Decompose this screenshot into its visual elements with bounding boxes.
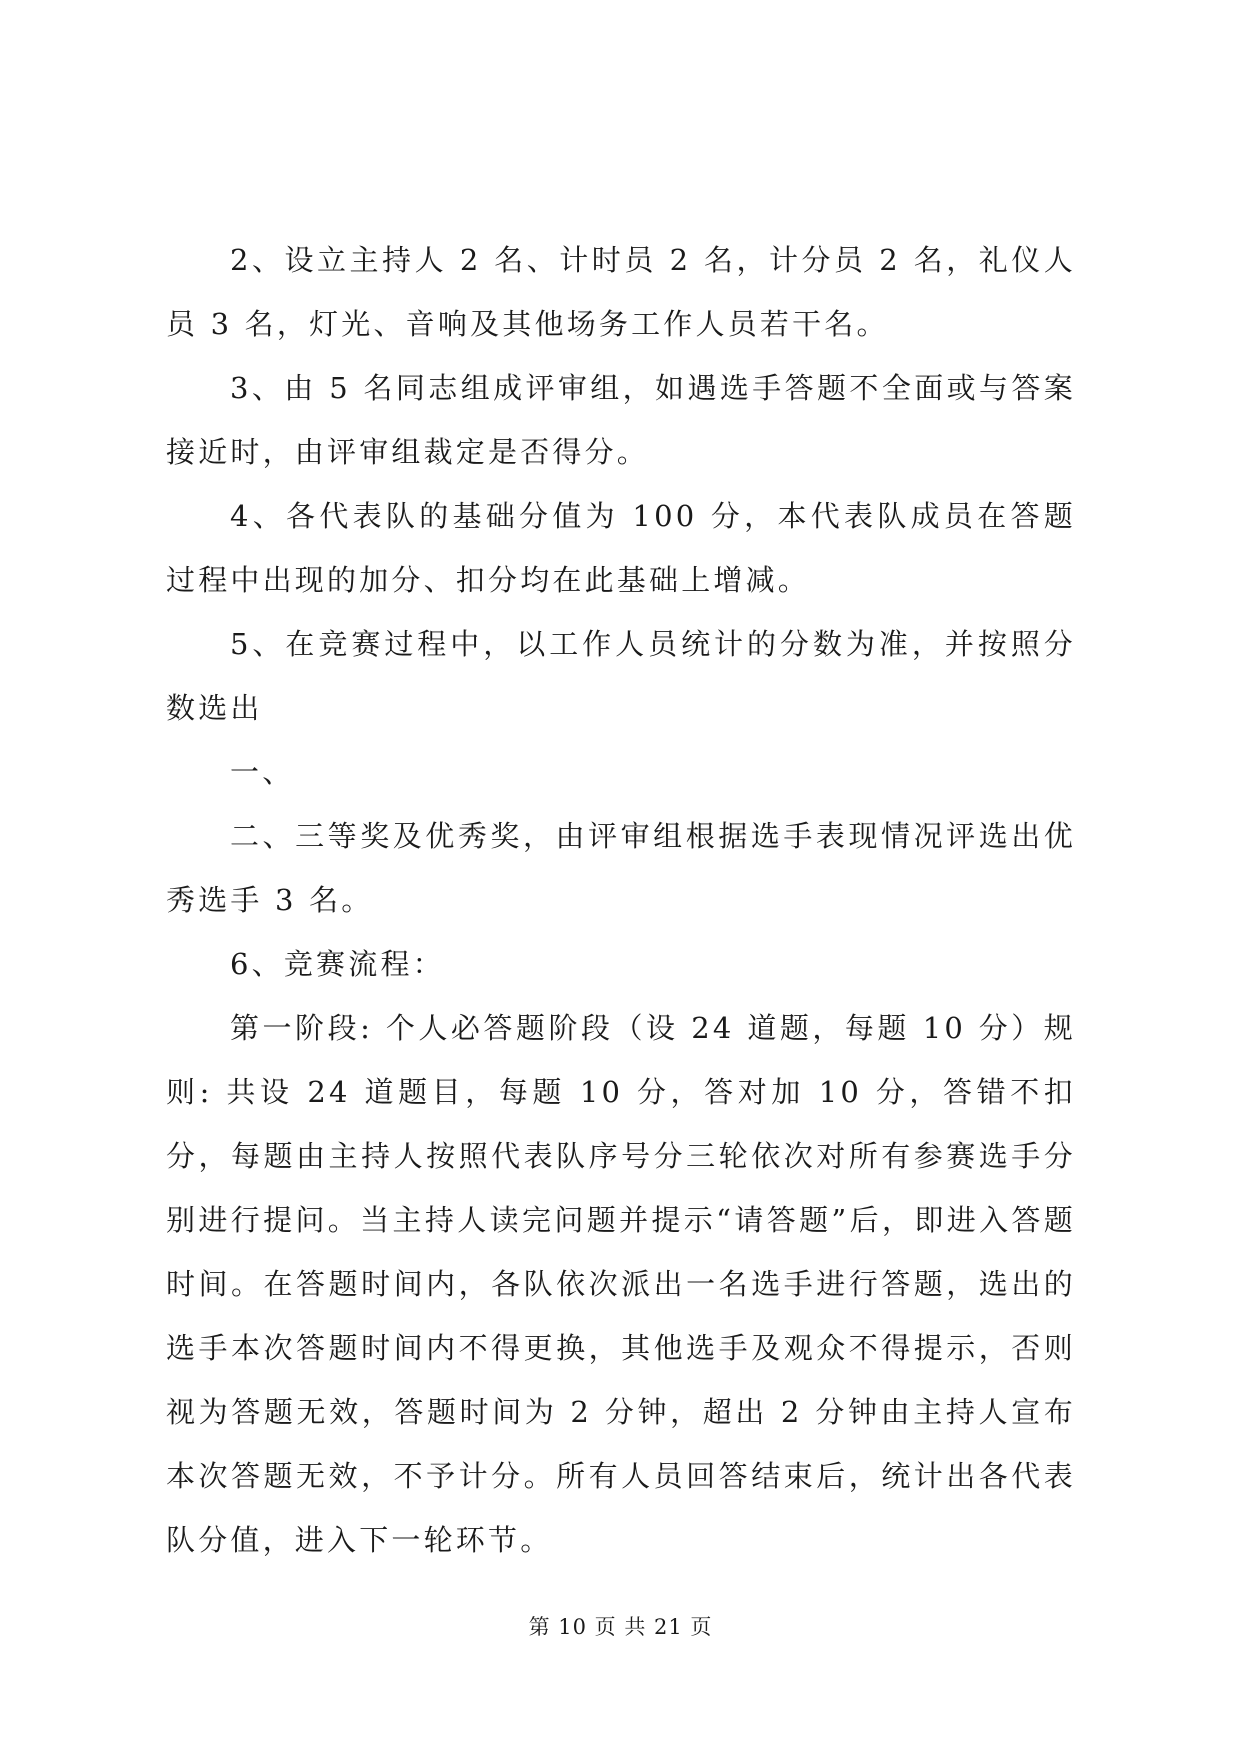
paragraph-stage-one-rules: 第一阶段: 个人必答题阶段（设 24 道题，每题 10 分）规则: 共设 24 道题目，每题 10 分，答对加 10 分，答错不扣分，每题由主持人按照代表队序号分三轮依次对所有参赛选手分别进行提问。当主持人读完问题并提示“请答题”后，即进入答题时间。在答题时间内，各队依次派出一名选手进行答题，选出的选手本次答题时间内不得更换，其他选手及观众不得提示，否则视为答题无效，答题时间为 2 分钟，超出 2 分钟由主持人宣布本次答题无效，不予计分。所有人员回答结束后，统计出各代表队分值，进入下一轮环节。 (166, 1011, 1076, 1557)
page-number-footer: 第 10 页 共 21 页 (528, 1615, 713, 1639)
paragraph-review-panel: 3、由 5 名同志组成评审组，如遇选手答题不全面或与答案接近时，由评审组裁定是否得分。 (166, 371, 1076, 469)
paragraph-base-score: 4、各代表队的基础分值为 100 分，本代表队成员在答题过程中出现的加分、扣分均在此基础上增减。 (166, 499, 1076, 597)
paragraph-awards: 二、三等奖及优秀奖，由评审组根据选手表现情况评选出优秀选手 3 名。 (166, 819, 1076, 917)
paragraph-first-prize: 一、 (230, 755, 295, 789)
document-body (166, 228, 1076, 1572)
paragraph-staff: 2、设立主持人 2 名、计时员 2 名，计分员 2 名，礼仪人员 3 名，灯光、音响及其他场务工作人员若干名。 (166, 243, 1076, 341)
paragraph-scoring: 5、在竞赛过程中，以工作人员统计的分数为准，并按照分数选出 (166, 627, 1076, 725)
paragraph-procedure-heading: 6、竞赛流程： (230, 947, 445, 981)
